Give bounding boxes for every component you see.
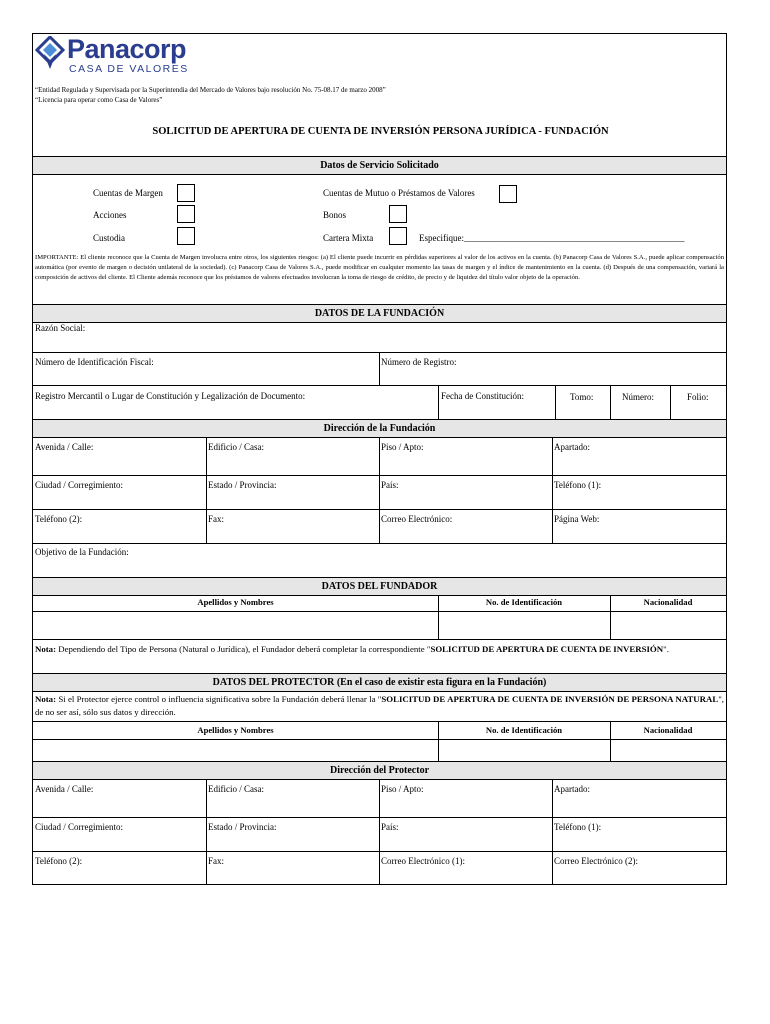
label-mutuo: Cuentas de Mutuo o Préstamos de Valores	[323, 188, 475, 198]
protector-note	[35, 693, 724, 718]
protector-col-nacionalidad: Nacionalidad	[643, 725, 693, 735]
application-form	[32, 33, 727, 885]
label-fax[interactable]: Fax:	[208, 514, 225, 524]
panacorp-logo-icon	[35, 36, 65, 70]
section-fundador-heading: DATOS DEL FUNDADOR	[33, 577, 726, 596]
protector-col-identificacion: No. de Identificación	[485, 725, 563, 735]
label-telefono-2[interactable]: Teléfono (2):	[35, 514, 83, 524]
form-title: SOLICITUD DE APERTURA DE CUENTA DE INVERSIÓN PERSONA JURÍDICA - FUNDACIÓN	[152, 126, 609, 137]
fundador-note-label: Nota:	[35, 644, 57, 654]
regulatory-line-1: “Entidad Regulada y Supervisada por la Superintendia del Mercado de Valores bajo resolución No. 75-08.17 de marzo 2008”	[35, 86, 386, 94]
brand-subtitle: CASA DE VALORES	[69, 63, 189, 75]
label-estado[interactable]: Estado / Provincia:	[208, 480, 277, 490]
section-protector-heading: DATOS DEL PROTECTOR (En el caso de existir esta figura en la Fundación)	[33, 673, 726, 692]
brand-name: Panacorp	[67, 34, 187, 64]
protector-label-correo-1[interactable]: Correo Electrónico (1):	[381, 856, 465, 866]
label-custodia: Custodia	[93, 233, 126, 243]
label-objetivo[interactable]: Objetivo de la Fundación:	[35, 547, 129, 557]
protector-label-fax[interactable]: Fax:	[208, 856, 225, 866]
protector-label-telefono-2[interactable]: Teléfono (2):	[35, 856, 83, 866]
section-direccion-protector-heading: Dirección del Protector	[33, 761, 726, 780]
section-servicio-heading: Datos de Servicio Solicitado	[33, 156, 726, 175]
protector-label-ciudad[interactable]: Ciudad / Corregimiento:	[35, 822, 123, 832]
checkbox-cuentas-margen[interactable]	[177, 184, 195, 202]
label-folio[interactable]: Folio:	[687, 392, 709, 402]
label-numero[interactable]: Número:	[622, 392, 654, 402]
label-cartera-mixta: Cartera Mixta	[323, 233, 374, 243]
protector-note-bold: SOLICITUD DE APERTURA DE CUENTA DE INVERSIÓN DE PERSONA NATURAL	[381, 694, 719, 704]
checkbox-cartera-mixta[interactable]	[389, 227, 407, 245]
fundador-col-nacionalidad: Nacionalidad	[643, 597, 693, 607]
protector-note-end: ", de no ser así, sólo sus datos y dirección.	[35, 694, 724, 717]
label-num-registro[interactable]: Número de Registro:	[381, 357, 457, 367]
label-cuentas-margen: Cuentas de Margen	[93, 188, 163, 198]
label-tomo[interactable]: Tomo:	[570, 392, 594, 402]
protector-label-telefono-1[interactable]: Teléfono (1):	[554, 822, 602, 832]
label-telefono-1[interactable]: Teléfono (1):	[554, 480, 602, 490]
label-pais[interactable]: País:	[381, 480, 399, 490]
fundador-note-bold: SOLICITUD DE APERTURA DE CUENTA DE INVERSIÓN	[430, 644, 664, 654]
label-bonos: Bonos	[323, 210, 347, 220]
label-avenida[interactable]: Avenida / Calle:	[35, 442, 94, 452]
protector-label-correo-2[interactable]: Correo Electrónico (2):	[554, 856, 638, 866]
label-edificio[interactable]: Edificio / Casa:	[208, 442, 264, 452]
protector-label-piso[interactable]: Piso / Apto:	[381, 784, 424, 794]
section-direccion-fundacion-heading: Dirección de la Fundación	[33, 419, 726, 438]
label-pagina-web[interactable]: Página Web:	[554, 514, 600, 524]
checkbox-mutuo[interactable]	[499, 185, 517, 203]
protector-note-label: Nota:	[35, 694, 57, 704]
label-piso[interactable]: Piso / Apto:	[381, 442, 424, 452]
protector-label-avenida[interactable]: Avenida / Calle:	[35, 784, 94, 794]
label-ciudad[interactable]: Ciudad / Corregimiento:	[35, 480, 123, 490]
fundador-col-nombres: Apellidos y Nombres	[197, 597, 274, 607]
fundador-note-text: Dependiendo del Tipo de Persona (Natural o Jurídica), el Fundador deberá completar la correspondiente "	[56, 644, 431, 654]
protector-label-apartado[interactable]: Apartado:	[554, 784, 590, 794]
label-apartado[interactable]: Apartado:	[554, 442, 590, 452]
regulatory-line-2: “Licencia para operar como Casa de Valores”	[35, 96, 163, 104]
label-nif[interactable]: Número de Identificación Fiscal:	[35, 357, 154, 367]
label-correo[interactable]: Correo Electrónico:	[381, 514, 453, 524]
label-registro-mercantil[interactable]: Registro Mercantil o Lugar de Constitución y Legalización de Documento:	[35, 391, 306, 401]
importante-notice: IMPORTANTE: El cliente reconoce que la Cuenta de Margen involucra entre otros, los siguientes riesgos: (a) El cliente puede incurrir en pérdidas superiores al valor de los activos en la cuenta. (b) Panacorp Casa de Valores S.A., puede aplicar compensación automática (por evento de margen o decisión unilateral de la sociedad). (c) Panacorp Casa de Valores S.A., puede modificar en cualquier momento las tasas de margen y el índice de mantenimiento en la cuenta. (d) Después de una compensación, variará la composición de activos del cliente. El Cliente además reconoce que los préstamos de valores efectuados involucran la toma de riesgo de crédito, de precio y de liquidez del título valor objeto de la operación.	[35, 254, 724, 281]
checkbox-acciones[interactable]	[177, 205, 195, 223]
protector-col-nombres: Apellidos y Nombres	[197, 725, 274, 735]
protector-label-estado[interactable]: Estado / Provincia:	[208, 822, 277, 832]
fundador-note	[35, 643, 724, 656]
protector-label-pais[interactable]: País:	[381, 822, 399, 832]
label-acciones: Acciones	[93, 210, 127, 220]
fundador-note-end: ".	[663, 644, 669, 654]
label-razon-social[interactable]: Razón Social:	[35, 323, 86, 333]
fundador-col-identificacion: No. de Identificación	[485, 597, 563, 607]
panacorp-logo	[35, 36, 215, 78]
especifique-field[interactable]: Especifique:_________________________________________________	[419, 233, 685, 243]
protector-label-edificio[interactable]: Edificio / Casa:	[208, 784, 264, 794]
label-fecha-constitucion[interactable]: Fecha de Constitución:	[441, 391, 524, 401]
protector-note-text: Si el Protector ejerce control o influencia significativa sobre la Fundación deberá llenar la "	[56, 694, 382, 704]
section-fundacion-heading: DATOS DE LA FUNDACIÓN	[33, 304, 726, 323]
checkbox-custodia[interactable]	[177, 227, 195, 245]
checkbox-bonos[interactable]	[389, 205, 407, 223]
